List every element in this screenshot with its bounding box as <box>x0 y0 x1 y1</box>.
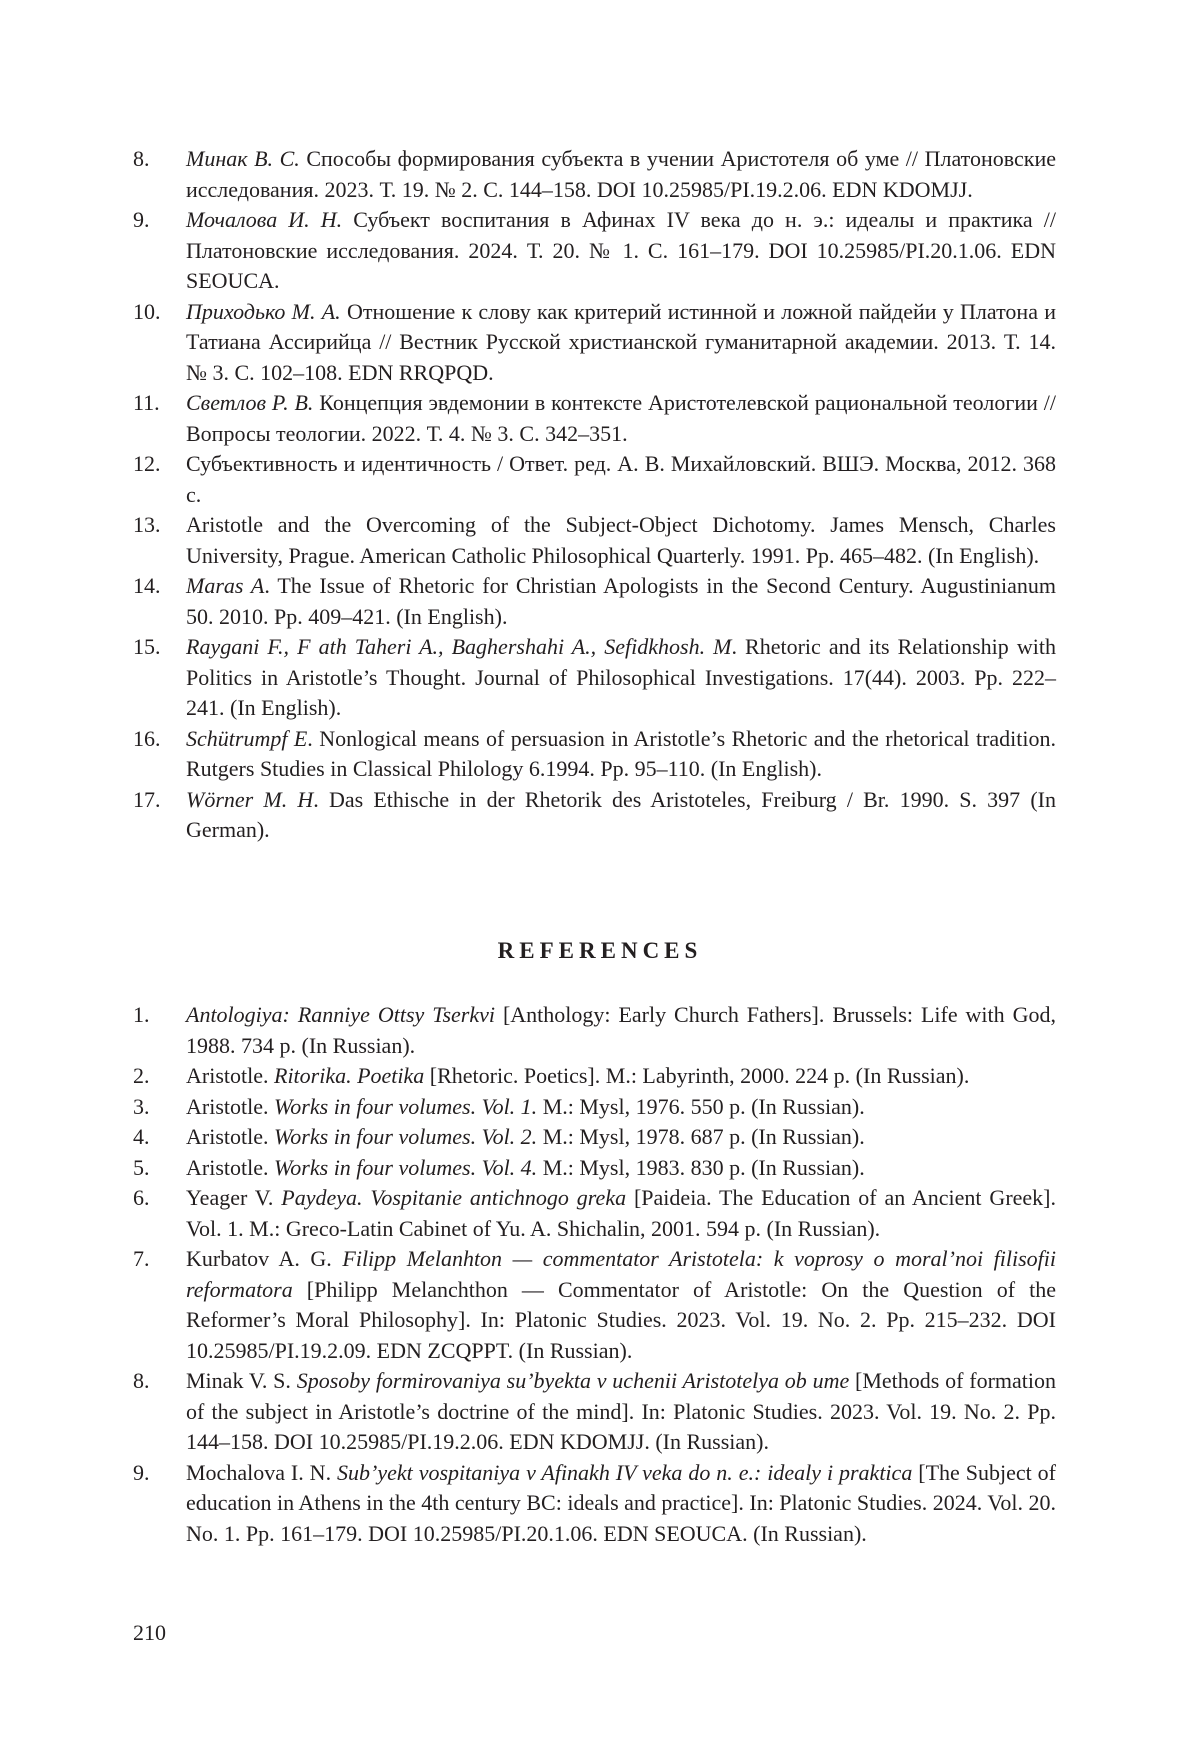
citation-text: Способы формирования субъекта в учении Аристотеля об уме // Платоновские исследования. 2023. Т. 19. № 2. С. 144–158. DOI 10.25985/PI.19.2.06. EDN KDOMJJ. <box>186 146 1056 202</box>
item-number: 8. <box>133 1366 150 1397</box>
list-item <box>133 297 1056 389</box>
references-heading: REFERENCES <box>0 938 1200 964</box>
citation-text: [Philipp Melanchthon — Commentator of Aristotle: On the Question of the Reformer’s Moral Philosophy]. In: Platonic Studies. 2023. Vol. 19. No. 2. Pp. 215–232. DOI 10.25985/PI.19.2.09. EDN ZCQPPT. (In Russian). <box>186 1277 1056 1363</box>
list-item <box>133 1458 1056 1550</box>
italic-title: Paydeya. Vospitanie antichnogo greka <box>281 1185 626 1210</box>
list-item <box>133 1244 1056 1366</box>
references-list <box>133 1000 1056 1549</box>
list-item <box>133 510 1056 571</box>
italic-title: Светлов Р. В. <box>186 390 313 415</box>
citation-text: Aristotle. <box>186 1124 274 1149</box>
list-item <box>133 1092 1056 1123</box>
citation-text: [Paideia. The Education of an Ancient Greek]. Vol. 1. M.: Greco-Latin Cabinet of Yu. A. Shichalin, 2001. 594 p. (In Russian). <box>186 1185 1056 1241</box>
item-number: 1. <box>133 1000 150 1031</box>
item-number: 10. <box>133 297 161 328</box>
list-item <box>133 449 1056 510</box>
citation-text: . Das Ethische in der Rhetorik des Aristoteles, Freiburg / Br. 1990. S. 397 (In German). <box>186 787 1056 843</box>
list-item <box>133 724 1056 785</box>
item-number: 15. <box>133 632 161 663</box>
citation-text: Mochalova I. N. <box>186 1460 337 1485</box>
citation-text: Субъект воспитания в Афинах IV века до н. э.: идеалы и практика // Платоновские исследования. 2024. Т. 20. № 1. С. 161–179. DOI 10.25985/PI.20.1.06. EDN SEOUCA. <box>186 207 1056 293</box>
list-item <box>133 1000 1056 1061</box>
item-number: 9. <box>133 1458 150 1489</box>
italic-title: Приходько М. А. <box>186 299 341 324</box>
item-number: 9. <box>133 205 150 236</box>
item-number: 6. <box>133 1183 150 1214</box>
list-item <box>133 1183 1056 1244</box>
italic-title: Wörner M. H <box>186 787 313 812</box>
citation-text: Aristotle. <box>186 1094 274 1119</box>
citation-text: [The Subject of education in Athens in the 4th century BC: ideals and practice]. In: Platonic Studies. 2024. Vol. 20. No. 1. Pp. 161–179. DOI 10.25985/PI.20.1.06. EDN SEOUCA. (In Russian). <box>186 1460 1056 1546</box>
italic-title: Filipp Melanhton — commentator Aristotela: k voprosy o moral’noi filisofii reformatora <box>186 1246 1056 1302</box>
italic-title: Works in four volumes. Vol. 1. <box>274 1094 537 1119</box>
item-number: 12. <box>133 449 161 480</box>
citation-text: M.: Mysl, 1976. 550 p. (In Russian). <box>537 1094 865 1119</box>
list-item <box>133 785 1056 846</box>
item-number: 11. <box>133 388 160 419</box>
list-item <box>133 571 1056 632</box>
citation-text: Minak V. S. <box>186 1368 297 1393</box>
citation-text: [Rhetoric. Poetics]. M.: Labyrinth, 2000. 224 p. (In Russian). <box>424 1063 969 1088</box>
item-number: 7. <box>133 1244 150 1275</box>
citation-text: M.: Mysl, 1978. 687 p. (In Russian). <box>537 1124 865 1149</box>
citation-text: Концепция эвдемонии в контексте Аристотелевской рациональной теологии // Вопросы теологии. 2022. Т. 4. № 3. С. 342–351. <box>186 390 1056 446</box>
italic-title: Ritorika. Poetika <box>274 1063 424 1088</box>
page-number: 210 <box>133 1620 166 1646</box>
italic-title: Sub’yekt vospitaniya v Afinakh IV veka do n. e.: idealy i praktica <box>337 1460 912 1485</box>
citation-text: Отношение к слову как критерий истинной и ложной пайдейи у Платона и Татиана Ассирийца // Вестник Русской христианской гуманитарной академии. 2013. Т. 14. № 3. С. 102–108. EDN RRQPQD. <box>186 299 1056 385</box>
citation-text: Aristotle and the Overcoming of the Subject-Object Dichotomy. James Mensch, Charles University, Prague. American Catholic Philosophical Quarterly. 1991. Pp. 465–482. (In English). <box>186 512 1056 568</box>
citation-text: . The Issue of Rhetoric for Christian Apologists in the Second Century. Augustinianum 50. 2010. Pp. 409–421. (In English). <box>186 573 1056 629</box>
item-number: 5. <box>133 1153 150 1184</box>
list-item <box>133 205 1056 297</box>
italic-title: Schütrumpf E <box>186 726 307 751</box>
citation-text: Yeager V. <box>186 1185 281 1210</box>
item-number: 8. <box>133 144 150 175</box>
italic-title: Мочалова И. Н. <box>186 207 342 232</box>
italic-title: Минак В. С. <box>186 146 300 171</box>
item-number: 3. <box>133 1092 150 1123</box>
list-item <box>133 388 1056 449</box>
item-number: 16. <box>133 724 161 755</box>
citation-text: . Nonlogical means of persuasion in Aristotle’s Rhetoric and the rhetorical tradition. Rutgers Studies in Classical Philology 6.1994. Pp. 95–110. (In English). <box>186 726 1056 782</box>
item-number: 14. <box>133 571 161 602</box>
citation-text: M.: Mysl, 1983. 830 p. (In Russian). <box>537 1155 865 1180</box>
italic-title: Sposoby formirovaniya su’byekta v uchenii Aristotelya ob ume <box>297 1368 850 1393</box>
list-item <box>133 1061 1056 1092</box>
list-item <box>133 1153 1056 1184</box>
list-item <box>133 144 1056 205</box>
citation-text: . Rhetoric and its Relationship with Politics in Aristotle’s Thought. Journal of Philosophical Investigations. 17(44). 2003. Pp. 222–241. (In English). <box>186 634 1056 720</box>
italic-title: Maras A <box>186 573 264 598</box>
citation-text: Kurbatov A. G. <box>186 1246 342 1271</box>
list-item <box>133 632 1056 724</box>
italic-title: Antologiya: Ranniye Ottsy Tserkvi <box>186 1002 495 1027</box>
citation-text: Aristotle. <box>186 1155 274 1180</box>
item-number: 2. <box>133 1061 150 1092</box>
citation-text: Aristotle. <box>186 1063 274 1088</box>
italic-title: Works in four volumes. Vol. 2. <box>274 1124 537 1149</box>
citation-text: [Methods of formation of the subject in Aristotle’s doctrine of the mind]. In: Platonic Studies. 2023. Vol. 19. No. 2. Pp. 144–158. DOI 10.25985/PI.19.2.06. EDN KDOMJJ. (In Russian). <box>186 1368 1056 1454</box>
item-number: 17. <box>133 785 161 816</box>
italic-title: Works in four volumes. Vol. 4. <box>274 1155 537 1180</box>
list-item <box>133 1366 1056 1458</box>
italic-title: Raygani F., F ath Taheri A., Baghershahi A., Sefidkhosh. M <box>186 634 731 659</box>
citation-text: [Anthology: Early Church Fathers]. Brussels: Life with God, 1988. 734 p. (In Russian). <box>186 1002 1056 1058</box>
citation-text: Субъективность и идентичность / Ответ. ред. А. В. Михайловский. ВШЭ. Москва, 2012. 368 с. <box>186 451 1056 507</box>
item-number: 4. <box>133 1122 150 1153</box>
item-number: 13. <box>133 510 161 541</box>
list-item <box>133 1122 1056 1153</box>
literature-list <box>133 144 1056 846</box>
